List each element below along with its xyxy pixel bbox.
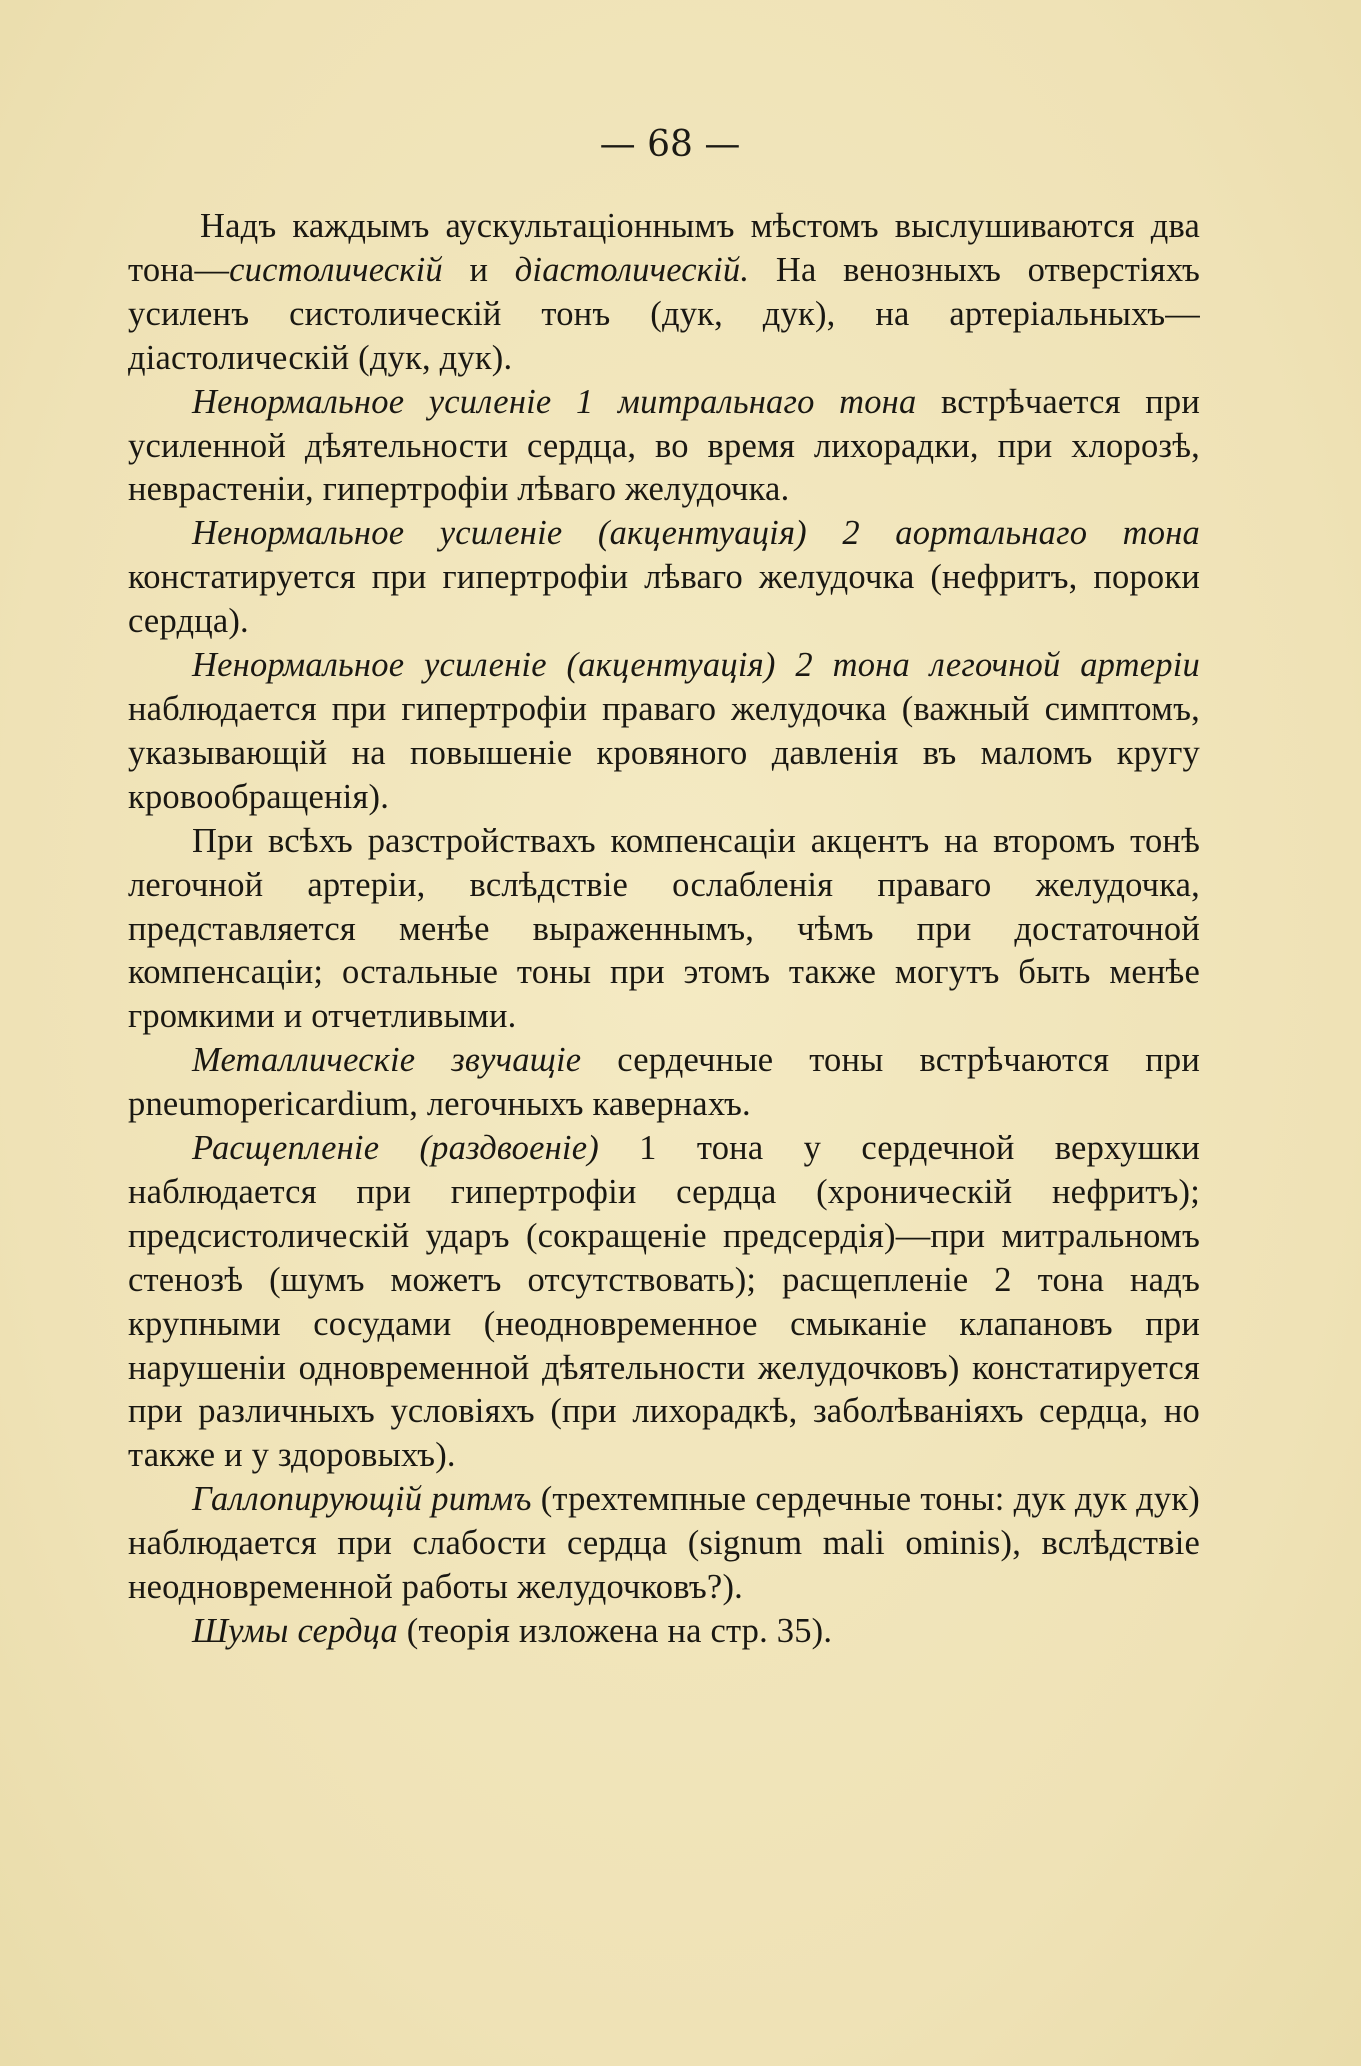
italic-term: Шумы сердца: [192, 1612, 398, 1650]
text-run: (теорія изложена на стр. 35).: [397, 1612, 833, 1650]
paragraph: [128, 820, 1200, 1040]
italic-term: діастолическій.: [514, 250, 750, 289]
text-run: встрѣчается при усиленной дѣятельности сердца, во время лихорадки, при хлорозѣ, неврастеніи, гипертрофіи лѣваго желудочка.: [128, 382, 1200, 509]
text-run: На венозныхъ отверстіяхъ усиленъ систолическій тонъ (дук, дук), на артеріальныхъ—діастолическій (дук, дук).: [128, 250, 1200, 377]
text-run: 1 тона у сердечной верхушки наблюдается при гипертрофіи сердца (хроническій нефритъ); предсистолическій ударъ (сокращеніе предсердія)—при митральномъ стенозѣ (шумъ можетъ отсутствовать); расщепленіе 2 тона надъ крупными сосудами (неодновременное смыканіе клапановъ при нарушеніи одновременной дѣятельности желудочковъ) констатируется при различныхъ условіяхъ (при лихорадкѣ, заболѣваніяхъ сердца, но также и у здоровыхъ).: [128, 1129, 1200, 1475]
text-run: и: [442, 250, 515, 289]
italic-term: Ненормальное усиленіе 1 митральнаго тона: [192, 382, 917, 421]
paragraph: [128, 1478, 1200, 1610]
paragraph: [128, 1610, 1200, 1654]
paragraph: [128, 205, 1200, 381]
body-text: [128, 205, 1200, 1654]
italic-term: Металлическіе звучащіе: [192, 1041, 582, 1080]
italic-term: Галлопирующій ритмъ: [192, 1480, 532, 1519]
text-run: наблюдается при гипертрофіи праваго желудочка (важный симптомъ, указывающій на повышеніе кровяного давленія въ маломъ кругу кровообращенія).: [128, 689, 1200, 816]
text-run: Надъ каждымъ аускультаціоннымъ мѣстомъ выслушиваются два тона—: [128, 207, 1200, 289]
paragraph: [128, 1127, 1200, 1478]
text-run: сердечные тоны встрѣчаются при pneumopericardium, легочныхъ кавернахъ.: [128, 1041, 1200, 1124]
text-run: (трехтемпные сердечные тоны: дук дук дук) наблюдается при слабости сердца (signum mali ominis), вслѣдствіе неодновременной работы желудочковъ?).: [128, 1480, 1200, 1607]
paragraph: [128, 512, 1200, 644]
italic-term: Ненормальное усиленіе (акцентуація) 2 аортальнаго тона: [192, 514, 1200, 553]
page-number: — 68 —: [599, 124, 741, 165]
paragraph: [128, 644, 1200, 820]
italic-term: Ненормальное усиленіе (акцентуація) 2 тона легочной артеріи: [192, 646, 1200, 685]
italic-term: Расщепленіе (раздвоеніе): [192, 1129, 599, 1168]
paragraph: [128, 1039, 1200, 1127]
italic-term: систолическій: [229, 250, 443, 289]
paragraph: [128, 381, 1200, 513]
text-run: При всѣхъ разстройствахъ компенсаціи акцентъ на второмъ тонѣ легочной артеріи, вслѣдствіе ослабленія праваго желудочка, представляется менѣе выраженнымъ, чѣмъ при достаточной компенсаціи; остальные тоны при этомъ также могутъ быть менѣе громкими и отчетливыми.: [128, 821, 1200, 1036]
text-run: констатируется при гипертрофіи лѣваго желудочка (нефритъ, пороки сердца).: [128, 558, 1200, 641]
